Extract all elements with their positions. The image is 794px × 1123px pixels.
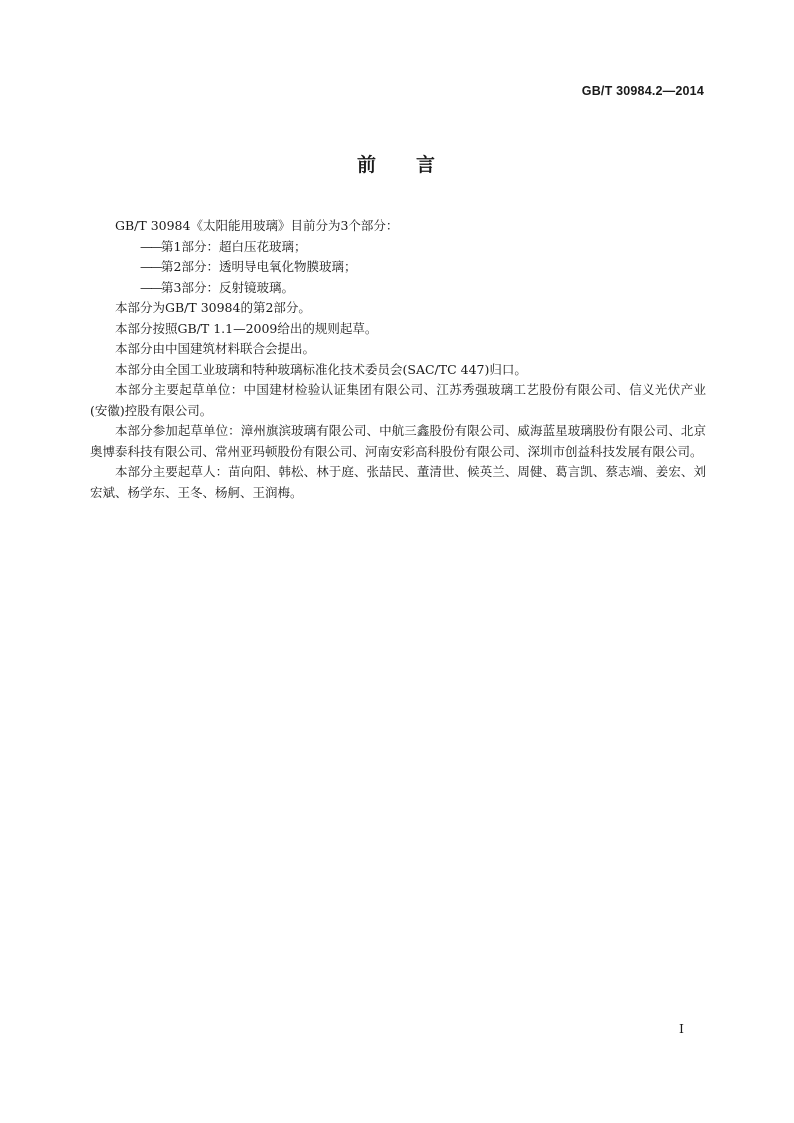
paragraph-main-drafting-units: 本部分主要起草单位：中国建材检验认证集团有限公司、江苏秀强玻璃工艺股份有限公司、信义光伏产业(安徽)控股有限公司。 bbox=[90, 382, 706, 418]
title-char-left: 前 bbox=[356, 154, 378, 176]
document-body bbox=[90, 216, 706, 503]
list-item-text: 第1部分：超白压花玻璃； bbox=[161, 238, 307, 254]
paragraph-part-statement: 本部分为GB/T 30984的第2部分。 bbox=[115, 300, 311, 315]
page-title bbox=[0, 150, 794, 177]
paragraph-participating-units: 本部分参加起草单位：漳州旗滨玻璃有限公司、中航三鑫股份有限公司、威海蓝星玻璃股份有限公司、北京奥博泰科技有限公司、常州亚玛顿股份有限公司、河南安彩高科股份有限公司、深圳市创益科技发展有限公司。 bbox=[90, 423, 706, 459]
list-dash: —— bbox=[140, 238, 161, 254]
paragraph-proposer: 本部分由中国建筑材料联合会提出。 bbox=[115, 341, 316, 356]
standard-code: GB/T 30984.2—2014 bbox=[581, 84, 704, 98]
paragraph-drafting-rules: 本部分按照GB/T 1.1—2009给出的规则起草。 bbox=[115, 320, 378, 336]
title-char-right: 言 bbox=[416, 154, 438, 176]
list-item-text: 第3部分：反射镜玻璃。 bbox=[161, 279, 294, 295]
list-dash: —— bbox=[140, 279, 161, 295]
part-list-item-3 bbox=[90, 278, 706, 299]
part-list-item-2 bbox=[90, 257, 706, 278]
list-dash: —— bbox=[140, 259, 161, 274]
paragraph-committee: 本部分由全国工业玻璃和特种玻璃标准化技术委员会(SAC/TC 447)归口。 bbox=[115, 361, 527, 377]
paragraph-main-drafters: 本部分主要起草人：苗向阳、韩松、林于庭、张喆民、董清世、候英兰、周健、葛言凯、蔡志端、姜宏、刘宏斌、杨学东、王冬、杨舸、王润梅。 bbox=[90, 464, 706, 500]
part-list-item-1 bbox=[90, 237, 706, 258]
page-number: I bbox=[679, 1021, 684, 1036]
list-item-text: 第2部分：透明导电氧化物膜玻璃； bbox=[161, 259, 357, 274]
intro-paragraph: GB/T 30984《太阳能用玻璃》目前分为3个部分： bbox=[115, 218, 399, 233]
